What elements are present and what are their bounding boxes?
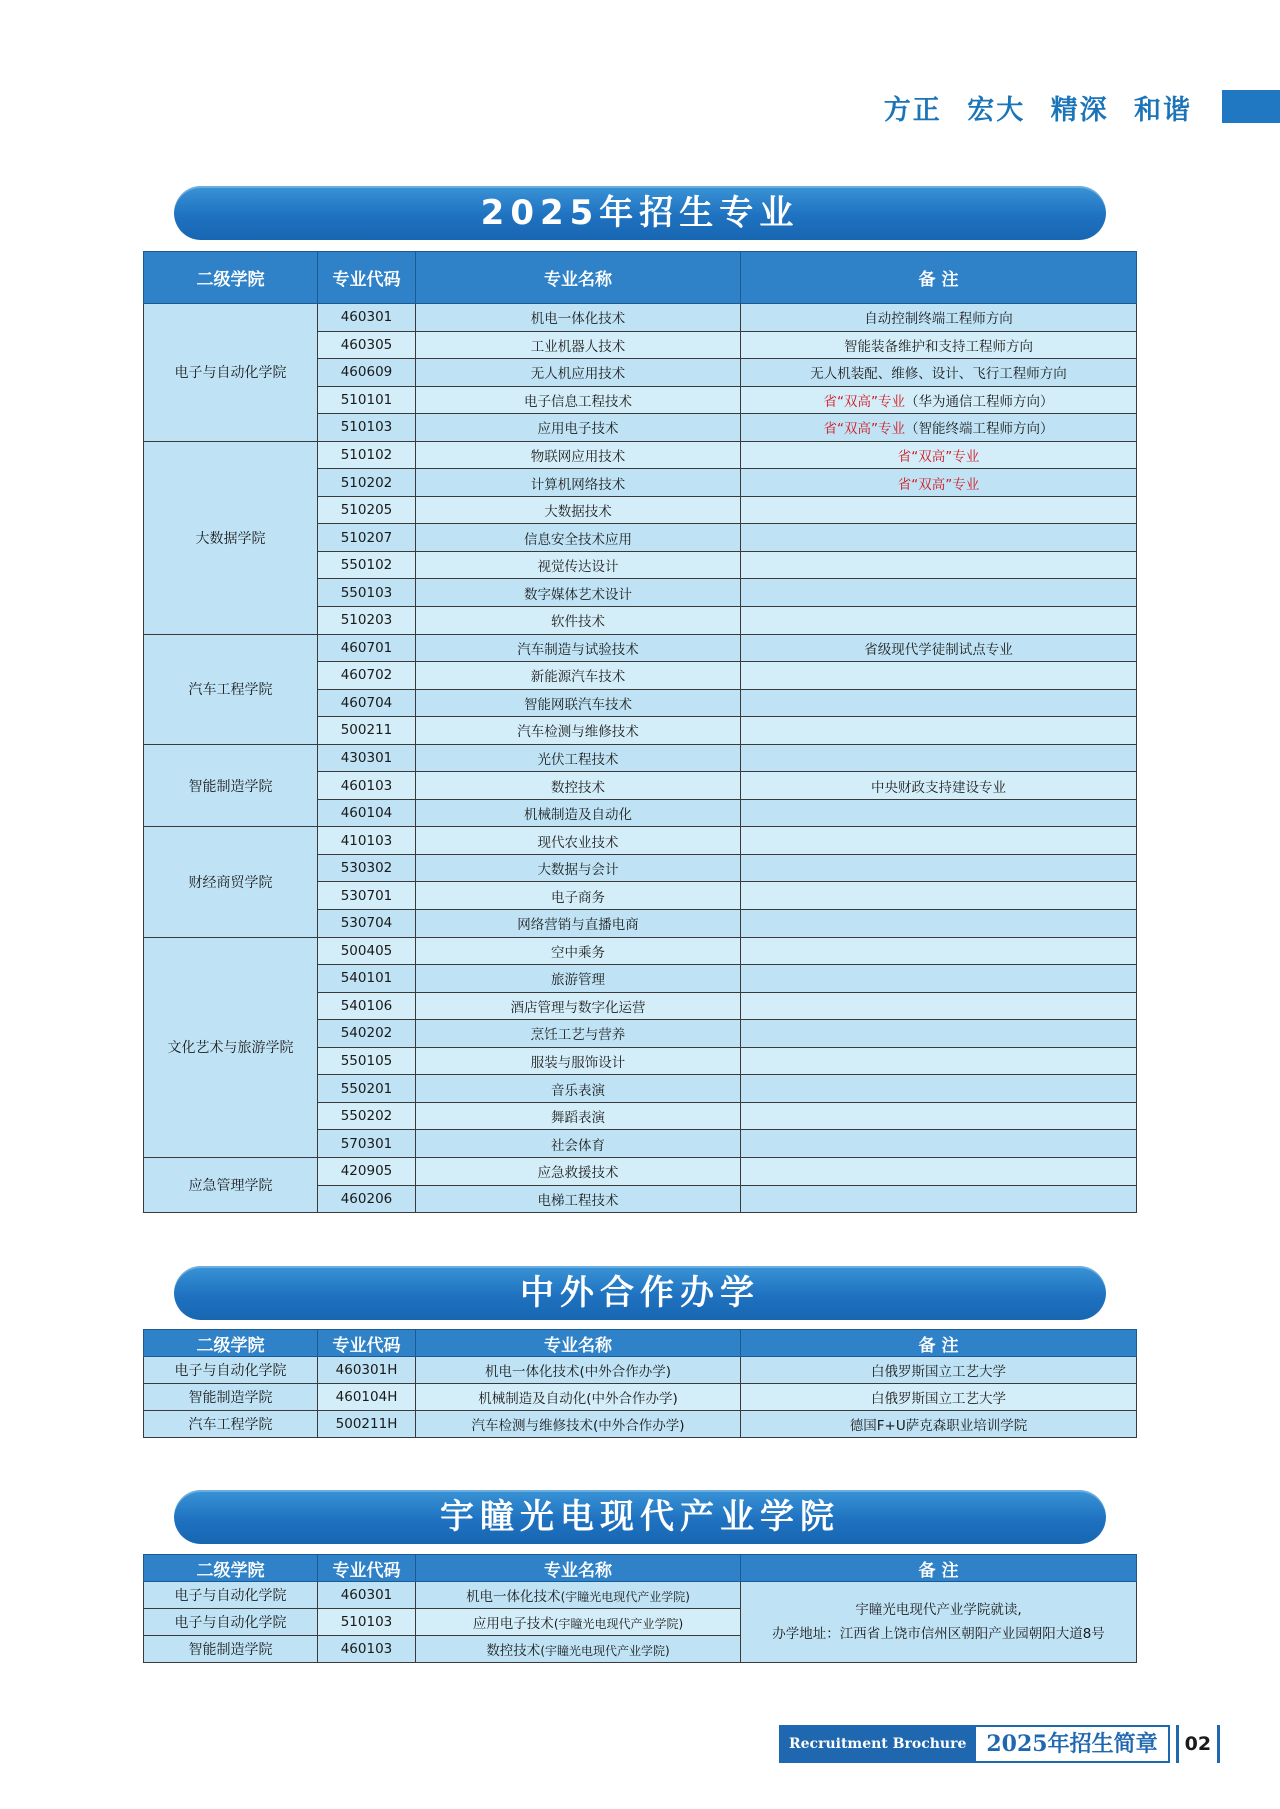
page-number: 02 [1176, 1725, 1220, 1763]
major-name: 服装与服饰设计 [416, 1047, 741, 1075]
major-code: 460104H [318, 1384, 416, 1411]
major-code: 570301 [318, 1130, 416, 1158]
major-code: 460609 [318, 359, 416, 387]
major-code: 510103 [318, 414, 416, 442]
major-name: 社会体育 [416, 1130, 741, 1158]
major-note [741, 441, 1137, 469]
admission-majors-table [143, 251, 1137, 1213]
table-row [144, 1384, 1137, 1411]
header-college: 二级学院 [144, 1330, 318, 1357]
note-text: 中央财政支持建设专业 [871, 779, 1006, 796]
major-note [741, 1075, 1137, 1103]
major-name [416, 1636, 741, 1663]
header-code: 专业代码 [318, 252, 416, 304]
header-name: 专业名称 [416, 1555, 741, 1582]
note-text: 自动控制终端工程师方向 [864, 311, 1013, 328]
double-high-badge: 省“双高”专业 [897, 449, 980, 465]
major-name: 舞蹈表演 [416, 1102, 741, 1130]
major-code: 460701 [318, 634, 416, 662]
major-name-text: 数控技术 [486, 1643, 541, 1659]
major-code: 500405 [318, 937, 416, 965]
college-cell: 智能制造学院 [144, 1384, 318, 1411]
note-line-1: 宇瞳光电现代产业学院就读, [855, 1602, 1022, 1618]
major-name: 烹饪工艺与营养 [416, 1020, 741, 1048]
major-code: 460305 [318, 331, 416, 359]
major-name: 新能源汽车技术 [416, 662, 741, 690]
header-note: 备 注 [741, 1555, 1137, 1582]
major-name: 物联网应用技术 [416, 441, 741, 469]
major-name: 大数据与会计 [416, 854, 741, 882]
major-name: 酒店管理与数字化运营 [416, 992, 741, 1020]
college-cell: 电子与自动化学院 [144, 1609, 318, 1636]
note-text: （华为通信工程师方向） [905, 393, 1054, 410]
major-name [416, 1582, 741, 1609]
header-name: 专业名称 [416, 1330, 741, 1357]
footer-english-title: Recruitment Brochure [779, 1725, 976, 1763]
major-name: 信息安全技术应用 [416, 524, 741, 552]
footer [779, 1725, 1220, 1763]
major-note [741, 717, 1137, 745]
major-code: 510103 [318, 1609, 416, 1636]
major-name: 应用电子技术 [416, 414, 741, 442]
major-note [741, 992, 1137, 1020]
major-name: 电子信息工程技术 [416, 386, 741, 414]
major-code: 530704 [318, 910, 416, 938]
note-text: 省级现代学徒制试点专业 [864, 641, 1013, 658]
major-note [741, 689, 1137, 717]
major-code: 540202 [318, 1020, 416, 1048]
major-name: 无人机应用技术 [416, 359, 741, 387]
table-row [144, 304, 1137, 332]
major-name: 智能网联汽车技术 [416, 689, 741, 717]
major-code: 410103 [318, 827, 416, 855]
major-code: 510202 [318, 469, 416, 497]
major-name-suffix: (宇瞳光电现代产业学院) [540, 1644, 670, 1658]
major-name: 汽车制造与试验技术 [416, 634, 741, 662]
major-code: 550102 [318, 551, 416, 579]
note-text: 智能装备维护和支持工程师方向 [844, 338, 1033, 355]
major-note [741, 414, 1137, 442]
major-code: 550105 [318, 1047, 416, 1075]
major-name: 汽车检测与维修技术 [416, 717, 741, 745]
major-name: 软件技术 [416, 607, 741, 635]
major-name: 大数据技术 [416, 496, 741, 524]
college-cell: 电子与自动化学院 [144, 1357, 318, 1384]
major-note [741, 524, 1137, 552]
major-name: 旅游管理 [416, 965, 741, 993]
major-name: 电梯工程技术 [416, 1185, 741, 1213]
major-note [741, 469, 1137, 497]
table-row [144, 827, 1137, 855]
major-code: 530302 [318, 854, 416, 882]
table-row [144, 937, 1137, 965]
table-row [144, 1357, 1137, 1384]
header-code: 专业代码 [318, 1330, 416, 1357]
major-note [741, 496, 1137, 524]
major-code: 460104 [318, 799, 416, 827]
major-note [741, 1157, 1137, 1185]
college-cell: 汽车工程学院 [144, 634, 318, 744]
major-name: 工业机器人技术 [416, 331, 741, 359]
major-name-suffix: (宇瞳光电现代产业学院) [560, 1590, 690, 1604]
double-high-badge: 省“双高”专业 [897, 476, 980, 493]
major-name: 应急救援技术 [416, 1157, 741, 1185]
major-code: 460702 [318, 662, 416, 690]
industry-college-table [143, 1554, 1137, 1663]
major-note [741, 1102, 1137, 1130]
major-note [741, 744, 1137, 772]
major-note [741, 772, 1137, 800]
partner-institution: 白俄罗斯国立工艺大学 [741, 1357, 1137, 1384]
major-name: 视觉传达设计 [416, 551, 741, 579]
header-name: 专业名称 [416, 252, 741, 304]
major-code: 510101 [318, 386, 416, 414]
major-name-text: 机电一体化技术 [466, 1589, 561, 1605]
major-note [741, 910, 1137, 938]
major-note [741, 1020, 1137, 1048]
partner-institution: 德国F+U萨克森职业培训学院 [741, 1411, 1137, 1438]
major-name: 现代农业技术 [416, 827, 741, 855]
table-row [144, 1582, 1137, 1609]
major-code: 500211H [318, 1411, 416, 1438]
major-name-text: 应用电子技术 [472, 1616, 554, 1632]
corner-accent-bar [1222, 90, 1280, 123]
major-name [416, 1609, 741, 1636]
section-title-admission-majors: 2025年招生专业 [174, 186, 1106, 240]
partner-institution: 白俄罗斯国立工艺大学 [741, 1384, 1137, 1411]
major-note [741, 551, 1137, 579]
major-name: 机械制造及自动化(中外合作办学) [416, 1384, 741, 1411]
major-code: 510205 [318, 496, 416, 524]
major-name: 电子商务 [416, 882, 741, 910]
major-note [741, 359, 1137, 387]
major-note [741, 1130, 1137, 1158]
major-note [741, 607, 1137, 635]
college-cell: 电子与自动化学院 [144, 304, 318, 442]
motto: 方正 宏大 精深 和谐 [883, 95, 1192, 126]
major-name: 空中乘务 [416, 937, 741, 965]
major-name: 计算机网络技术 [416, 469, 741, 497]
table-row [144, 1411, 1137, 1438]
major-name: 数字媒体艺术设计 [416, 579, 741, 607]
major-code: 500211 [318, 717, 416, 745]
major-note [741, 854, 1137, 882]
major-note [741, 386, 1137, 414]
major-name: 机电一体化技术(中外合作办学) [416, 1357, 741, 1384]
major-code: 510207 [318, 524, 416, 552]
college-cell: 应急管理学院 [144, 1157, 318, 1212]
table-row [144, 441, 1137, 469]
college-cell: 大数据学院 [144, 441, 318, 634]
college-cell: 汽车工程学院 [144, 1411, 318, 1438]
header-note: 备 注 [741, 1330, 1137, 1357]
double-high-badge: 省“双高”专业 [823, 393, 905, 410]
table-row [144, 1157, 1137, 1185]
major-note [741, 937, 1137, 965]
major-name: 光伏工程技术 [416, 744, 741, 772]
major-code: 550202 [318, 1102, 416, 1130]
major-name-suffix: (宇瞳光电现代产业学院) [553, 1617, 684, 1631]
major-note [741, 799, 1137, 827]
header-note: 备 注 [741, 252, 1137, 304]
major-code: 420905 [318, 1157, 416, 1185]
major-note [741, 662, 1137, 690]
note-address: 办学地址：江西省上饶市信州区朝阳产业园朝阳大道8号 [772, 1626, 1105, 1642]
major-code: 550103 [318, 579, 416, 607]
major-name: 数控技术 [416, 772, 741, 800]
double-high-badge: 省“双高”专业 [823, 421, 905, 438]
major-name: 机电一体化技术 [416, 304, 741, 332]
major-name: 网络营销与直播电商 [416, 910, 741, 938]
industry-college-note [741, 1582, 1137, 1663]
major-note [741, 882, 1137, 910]
college-cell: 财经商贸学院 [144, 827, 318, 937]
major-code: 460103 [318, 1636, 416, 1663]
major-code: 550201 [318, 1075, 416, 1103]
major-note [741, 827, 1137, 855]
college-cell: 文化艺术与旅游学院 [144, 937, 318, 1157]
major-name: 汽车检测与维修技术(中外合作办学) [416, 1411, 741, 1438]
footer-chinese-title: 2025年招生简章 [976, 1725, 1169, 1763]
sino-foreign-table [143, 1329, 1137, 1438]
major-code: 540101 [318, 965, 416, 993]
major-code: 530701 [318, 882, 416, 910]
major-code: 460301 [318, 1582, 416, 1609]
major-note [741, 1047, 1137, 1075]
section-title-sino-foreign: 中外合作办学 [174, 1266, 1106, 1320]
major-name: 机械制造及自动化 [416, 799, 741, 827]
major-note [741, 634, 1137, 662]
major-note [741, 579, 1137, 607]
table-row [144, 634, 1137, 662]
major-code: 460704 [318, 689, 416, 717]
major-code: 460206 [318, 1185, 416, 1213]
college-cell: 智能制造学院 [144, 1636, 318, 1663]
header-code: 专业代码 [318, 1555, 416, 1582]
major-note [741, 965, 1137, 993]
college-cell: 电子与自动化学院 [144, 1582, 318, 1609]
major-code: 460301 [318, 304, 416, 332]
note-text: 无人机装配、维修、设计、飞行工程师方向 [810, 366, 1067, 383]
section-title-industry-college: 宇瞳光电现代产业学院 [174, 1490, 1106, 1544]
header-college: 二级学院 [144, 252, 318, 304]
major-code: 460103 [318, 772, 416, 800]
major-note [741, 1185, 1137, 1213]
header-college: 二级学院 [144, 1555, 318, 1582]
major-code: 430301 [318, 744, 416, 772]
table-row [144, 744, 1137, 772]
major-name: 音乐表演 [416, 1075, 741, 1103]
major-code: 510203 [318, 607, 416, 635]
note-text: （智能终端工程师方向） [905, 421, 1054, 438]
major-code: 540106 [318, 992, 416, 1020]
major-note [741, 304, 1137, 332]
college-cell: 智能制造学院 [144, 744, 318, 827]
major-code: 510102 [318, 441, 416, 469]
major-note [741, 331, 1137, 359]
major-code: 460301H [318, 1357, 416, 1384]
